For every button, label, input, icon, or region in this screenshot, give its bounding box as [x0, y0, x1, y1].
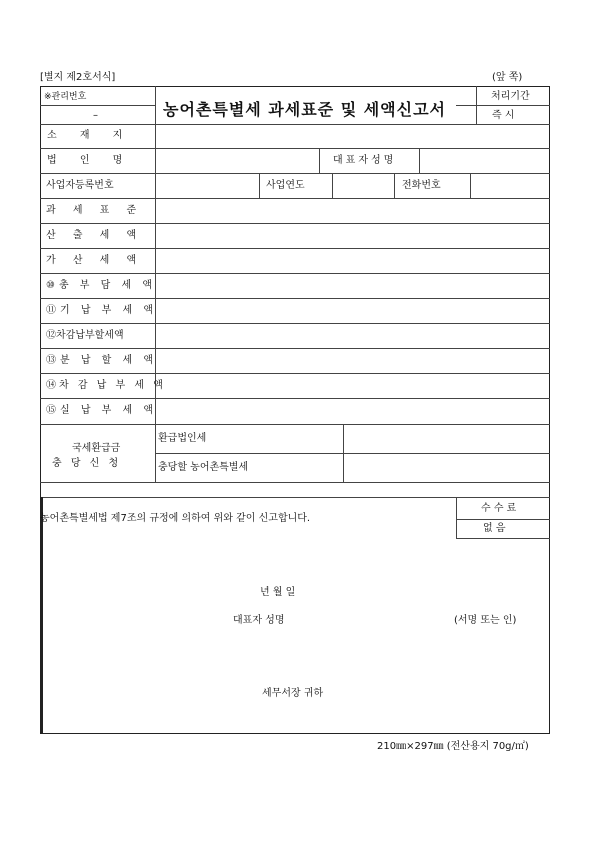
- refund-label: 국세환급금: [72, 443, 121, 454]
- divider: [456, 519, 550, 520]
- processing-period-label: 처리기간: [491, 91, 530, 102]
- fee-label: 수 수 료: [481, 503, 517, 514]
- divider: [40, 424, 550, 425]
- divider: [40, 173, 550, 174]
- divider: [40, 198, 550, 199]
- prepaid-tax-label: ⑪기 납 부 세 액: [46, 305, 158, 316]
- divider: [155, 453, 550, 454]
- divider: [419, 148, 420, 173]
- divider: [343, 424, 344, 482]
- divider: [40, 248, 550, 249]
- divider: [40, 482, 550, 483]
- divider: [319, 148, 320, 173]
- divider: [40, 398, 550, 399]
- refund-request-label: 충 당 신 청: [52, 458, 122, 469]
- form-number: [별지 제2호서식]: [40, 72, 116, 83]
- divider: [40, 323, 550, 324]
- divider: [40, 497, 43, 734]
- location-label: 소 재 지: [47, 130, 133, 141]
- divider: [332, 173, 333, 198]
- divider: [476, 86, 477, 124]
- divider: [40, 273, 550, 274]
- signer-label: 대표자 성명: [233, 615, 285, 626]
- divider: [40, 105, 155, 106]
- divider: [40, 373, 550, 374]
- divider: [470, 173, 471, 198]
- processing-period-value: 즉 시: [492, 110, 515, 121]
- tax-base-label: 과 세 표 준: [46, 205, 144, 216]
- date-line: 년 월 일: [260, 587, 296, 598]
- fee-value: 없 음: [483, 523, 506, 534]
- divider: [40, 497, 550, 498]
- offset-special-tax-label: 충당할 농어촌특별세: [158, 462, 249, 473]
- net-payable-label: ⑫차감납부할세액: [46, 330, 124, 341]
- corp-name-label: 법 인 명: [47, 155, 133, 166]
- refund-corp-tax-label: 환급법인세: [158, 433, 207, 444]
- divider: [456, 497, 457, 538]
- phone-label: 전화번호: [402, 180, 441, 191]
- divider: [40, 348, 550, 349]
- signature-note: (서명 또는 인): [454, 615, 517, 626]
- addressee: 세무서장 귀하: [262, 688, 324, 699]
- declaration-text: 농어촌특별세법 제7조의 규정에 의하여 위와 같이 신고합니다.: [40, 513, 311, 524]
- mgmt-number-label: ※관리번호: [44, 92, 87, 102]
- rep-name-label: 대표자성명: [333, 155, 397, 166]
- additional-tax-label: 가 산 세 액: [46, 255, 144, 266]
- biz-reg-no-label: 사업자등록번호: [46, 180, 114, 191]
- divider: [40, 223, 550, 224]
- divider: [456, 105, 550, 106]
- net-payment-label: ⑭차 감 납 부 세 액: [46, 380, 166, 391]
- divider: [394, 173, 395, 198]
- page-side-label: (앞 쪽): [492, 72, 523, 83]
- computed-tax-label: 산 출 세 액: [46, 230, 144, 241]
- divider: [40, 298, 550, 299]
- divider: [456, 538, 550, 539]
- divider: [40, 148, 550, 149]
- mgmt-number-value: –: [93, 110, 98, 121]
- divider: [40, 124, 550, 125]
- total-tax-label: ⑩총 부 담 세 액: [46, 280, 156, 291]
- fiscal-year-label: 사업연도: [266, 180, 305, 191]
- divider: [259, 173, 260, 198]
- paper-spec: 210㎜×297㎜ (전산용지 70g/㎡): [377, 741, 529, 752]
- actual-payment-label: ⑮실 납 부 세 액: [46, 405, 158, 416]
- installment-tax-label: ⑬분 납 할 세 액: [46, 355, 158, 366]
- form-title: 농어촌특별세 과세표준 및 세액신고서: [163, 100, 447, 119]
